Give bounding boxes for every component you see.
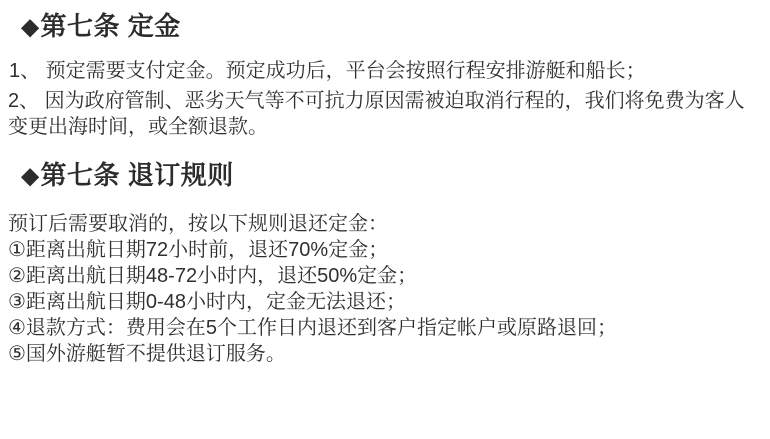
- deposit-clause-2: 2、 因为政府管制、恶劣天气等不可抗力原因需被迫取消行程的，我们将免费为客人变更出海时间，或全额退款。: [8, 90, 745, 138]
- refund-section-heading: [20, 160, 234, 190]
- refund-rules-block: [8, 211, 617, 367]
- refund-rule-4: ④退款方式：费用会在5个工作日内退还到客户指定帐户或原路退回；: [8, 317, 618, 339]
- refund-section-heading-text: 第七条 退订规则: [40, 160, 234, 190]
- diamond-bullet-icon: ◆: [20, 161, 40, 189]
- refund-rule-5: ⑤国外游艇暂不提供退订服务。: [8, 343, 286, 365]
- deposit-section-heading-text: 第七条 定金: [40, 11, 181, 41]
- refund-rule-2: ②距离出航日期48-72小时内，退还50%定金；: [8, 265, 418, 287]
- deposit-section-heading: [20, 11, 181, 41]
- deposit-clause-1: 1、 预定需要支付定金。预定成功后，平台会按照行程安排游艇和船长；: [9, 60, 646, 82]
- refund-intro-line: 预订后需要取消的，按以下规则退还定金：: [8, 213, 388, 235]
- refund-rule-1: ①距离出航日期72小时前，退还70%定金；: [8, 239, 389, 261]
- refund-rule-3: ③距离出航日期0-48小时内，定金无法退还；: [8, 291, 406, 313]
- diamond-bullet-icon: ◆: [20, 12, 40, 40]
